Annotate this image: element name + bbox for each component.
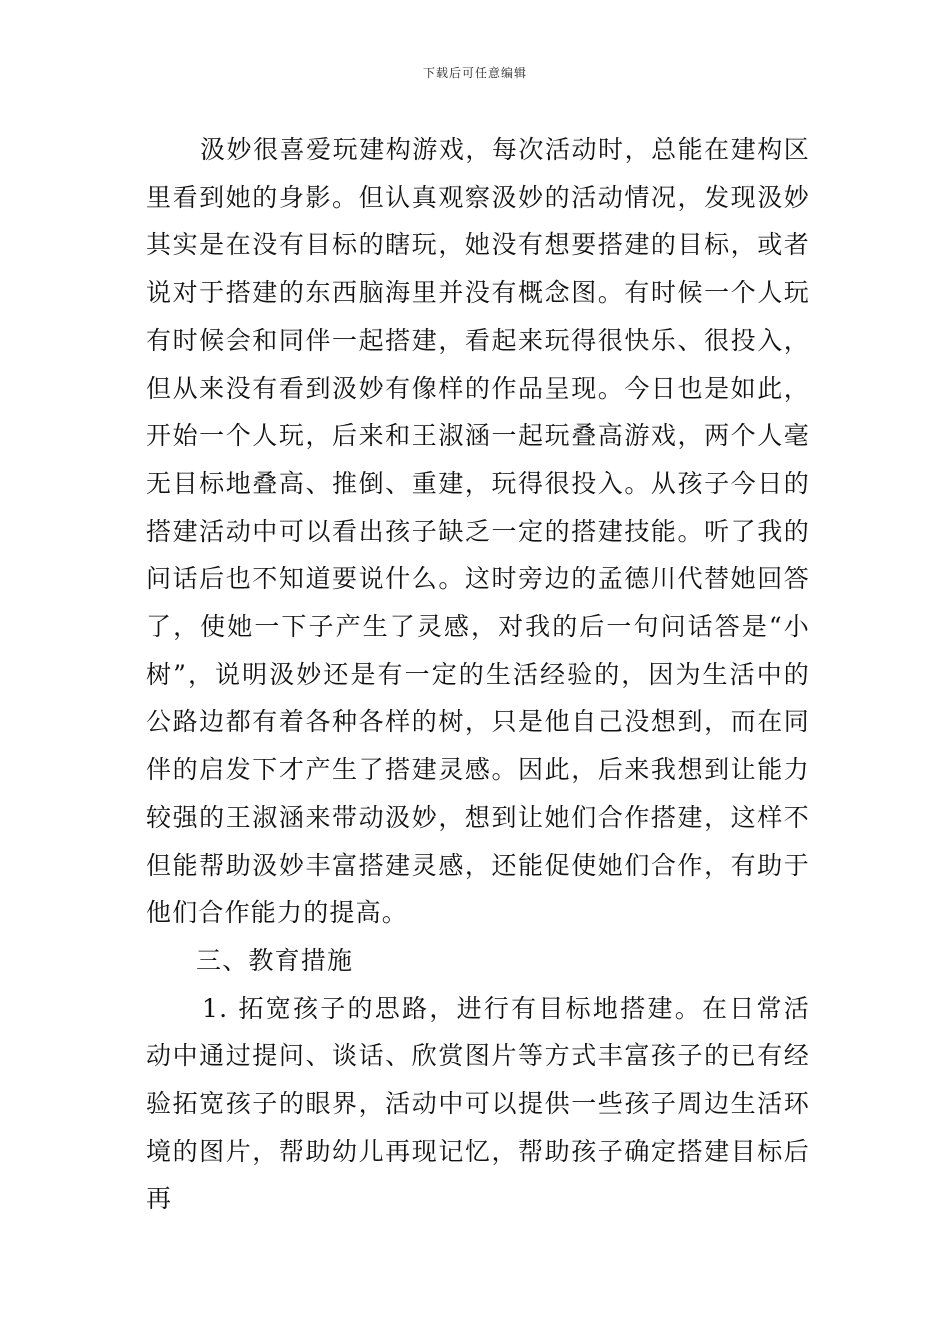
- paragraph-measure-1: 1. 拓宽孩子的思路，进行有目标地搭建。在日常活动中通过提问、谈话、欣赏图片等方式丰富孩子的已有经验拓宽孩子的眼界，活动中可以提供一些孩子周边生活环境的图片，帮助幼儿再现记忆，帮助孩子确定搭建目标后再: [146, 993, 810, 1214]
- section-heading: 三、教育措施: [196, 945, 354, 975]
- paragraph-observation: 汲妙很喜爱玩建构游戏，每次活动时，总能在建构区里看到她的身影。但认真观察汲妙的活动情况，发现汲妙其实是在没有目标的瞎玩，她没有想要搭建的目标，或者说对于搭建的东西脑海里并没有概念图。有时候一个人玩有时候会和同伴一起搭建，看起来玩得很快乐、很投入，但从来没有看到汲妙有像样的作品呈现。今日也是如此，开始一个人玩，后来和王淑涵一起玩叠高游戏，两个人毫无目标地叠高、推倒、重建，玩得很投入。从孩子今日的搭建活动中可以看出孩子缺乏一定的搭建技能。听了我的问话后也不知道要说什么。这时旁边的孟德川代替她回答了，使她一下子产生了灵感，对我的后一句问话答是“小树”，说明汲妙还是有一定的生活经验的，因为生活中的公路边都有着各种各样的树，只是他自己没想到，而在同伴的启发下才产生了搭建灵感。因此，后来我想到让能力较强的王淑涵来带动汲妙，想到让她们合作搭建，这样不但能帮助汲妙丰富搭建灵感，还能促使她们合作，有助于他们合作能力的提高。: [146, 135, 810, 928]
- document-body: [146, 126, 810, 1223]
- page-header: 下载后可任意编辑: [422, 66, 527, 80]
